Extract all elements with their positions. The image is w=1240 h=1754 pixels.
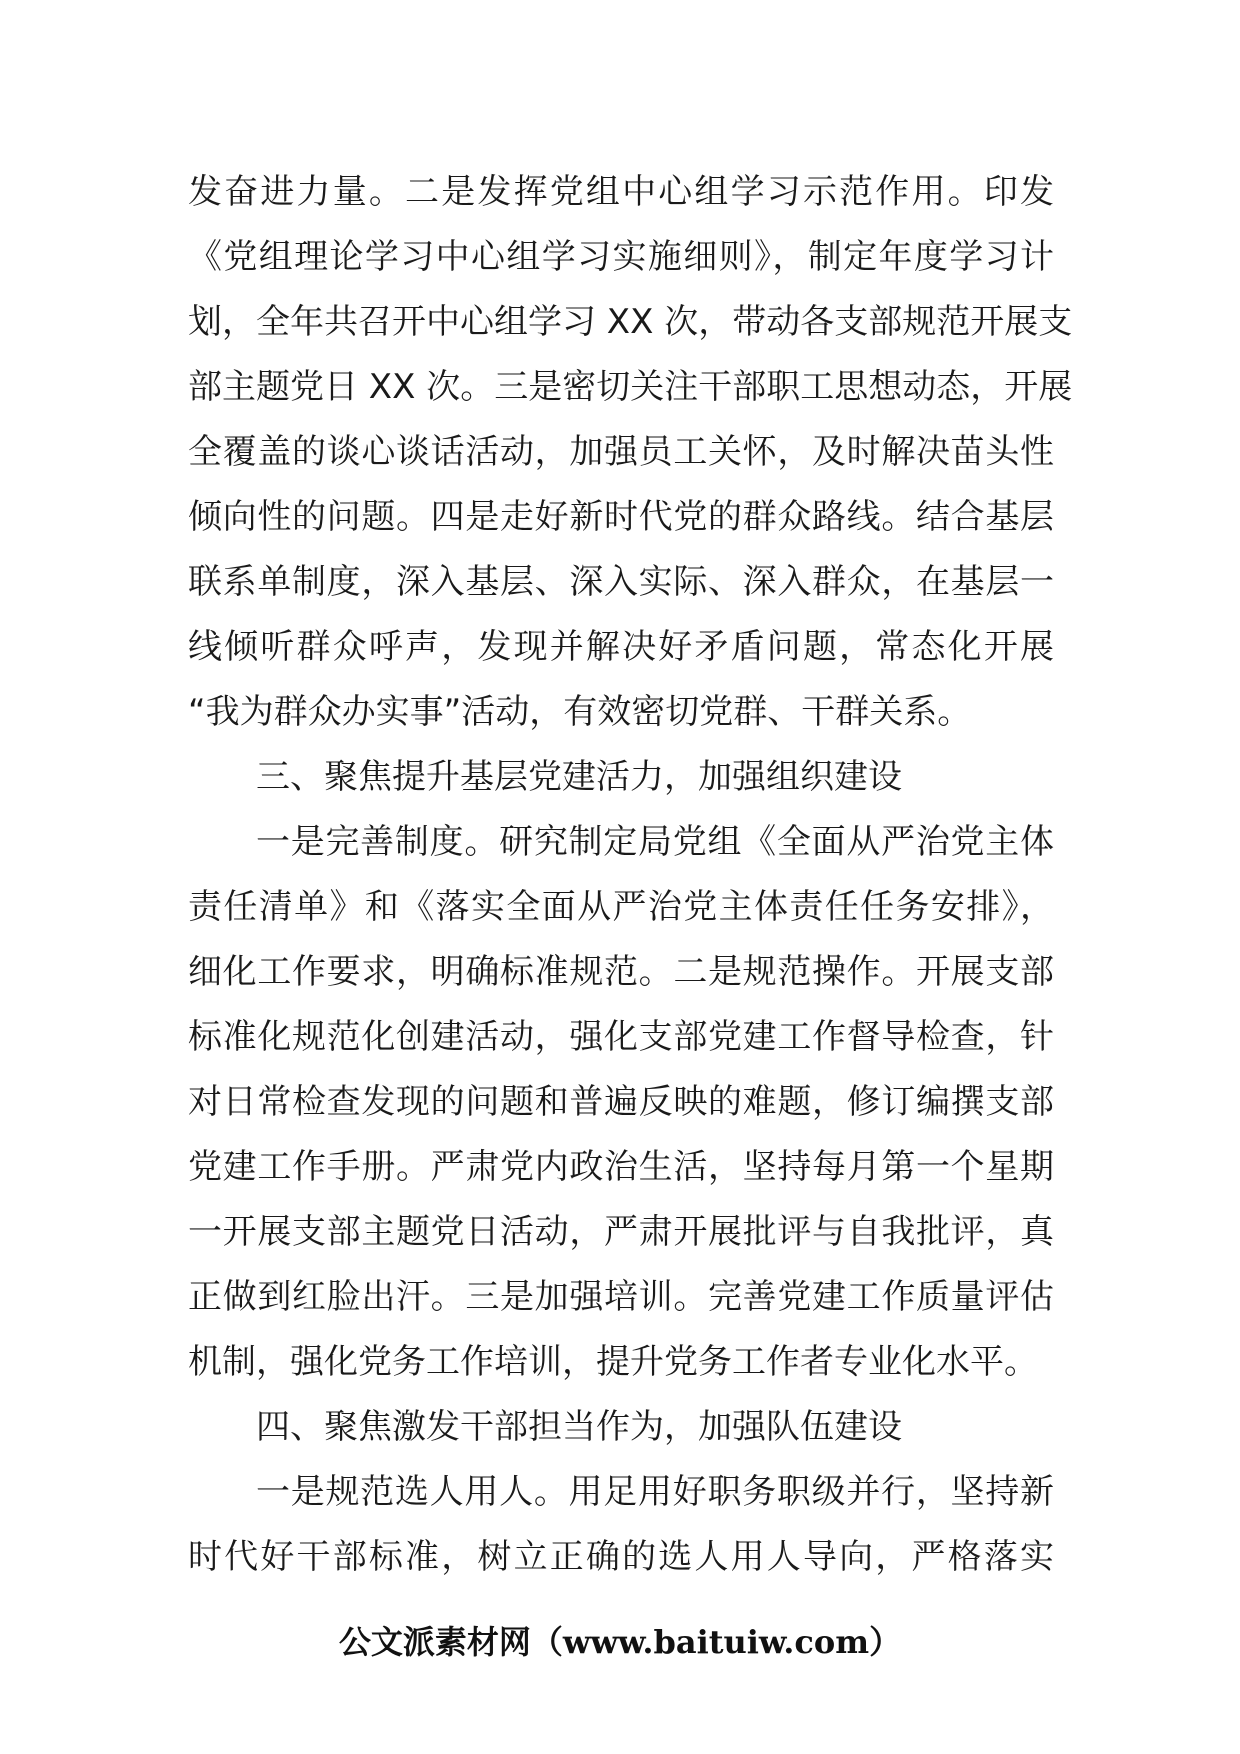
text-line: 倾向性的问题。四是走好新时代党的群众路线。结合基层	[188, 497, 1054, 537]
text-line: 联系单制度，深入基层、深入实际、深入群众，在基层一	[188, 562, 1054, 602]
text-line: 发奋进力量。二是发挥党组中心组学习示范作用。印发	[188, 172, 1054, 212]
text-line: 时代好干部标准，树立正确的选人用人导向，严格落实	[188, 1537, 1054, 1577]
section-heading: 三、聚焦提升基层党建活力，加强组织建设	[256, 757, 902, 797]
text-line: 一是完善制度。研究制定局党组《全面从严治党主体	[256, 822, 1054, 862]
text-line: 全覆盖的谈心谈话活动，加强员工关怀，及时解决苗头性	[188, 432, 1054, 472]
text-line: 线倾听群众呼声，发现并解决好矛盾问题，常态化开展	[188, 627, 1054, 667]
text-line: 划，全年共召开中心组学习 XX 次，带动各支部规范开展支	[188, 302, 1073, 342]
text-line: 一开展支部主题党日活动，严肃开展批评与自我批评，真	[188, 1212, 1054, 1252]
text-line: “我为群众办实事”活动，有效密切党群、干群关系。	[188, 692, 972, 732]
text-line: 部主题党日 XX 次。三是密切关注干部职工思想动态，开展	[188, 367, 1073, 407]
text-line: 责任清单》和《落实全面从严治党主体责任任务安排》，	[188, 887, 1054, 927]
text-line: 标准化规范化创建活动，强化支部党建工作督导检查，针	[188, 1017, 1054, 1057]
document-body	[188, 160, 1073, 1590]
text-line: 对日常检查发现的问题和普遍反映的难题，修订编撰支部	[188, 1082, 1054, 1122]
text-line: 党建工作手册。严肃党内政治生活，坚持每月第一个星期	[188, 1147, 1054, 1187]
section-heading: 四、聚焦激发干部担当作为，加强队伍建设	[256, 1407, 902, 1447]
footer-watermark: 公文派素材网（www.baituiw.com）	[338, 1623, 902, 1661]
text-line: 一是规范选人用人。用足用好职务职级并行，坚持新	[256, 1472, 1054, 1512]
text-line: 《党组理论学习中心组学习实施细则》，制定年度学习计	[188, 237, 1054, 277]
text-line: 正做到红脸出汗。三是加强培训。完善党建工作质量评估	[188, 1277, 1054, 1317]
text-line: 机制，强化党务工作培训，提升党务工作者专业化水平。	[188, 1342, 1038, 1382]
text-line: 细化工作要求，明确标准规范。二是规范操作。开展支部	[188, 952, 1054, 992]
